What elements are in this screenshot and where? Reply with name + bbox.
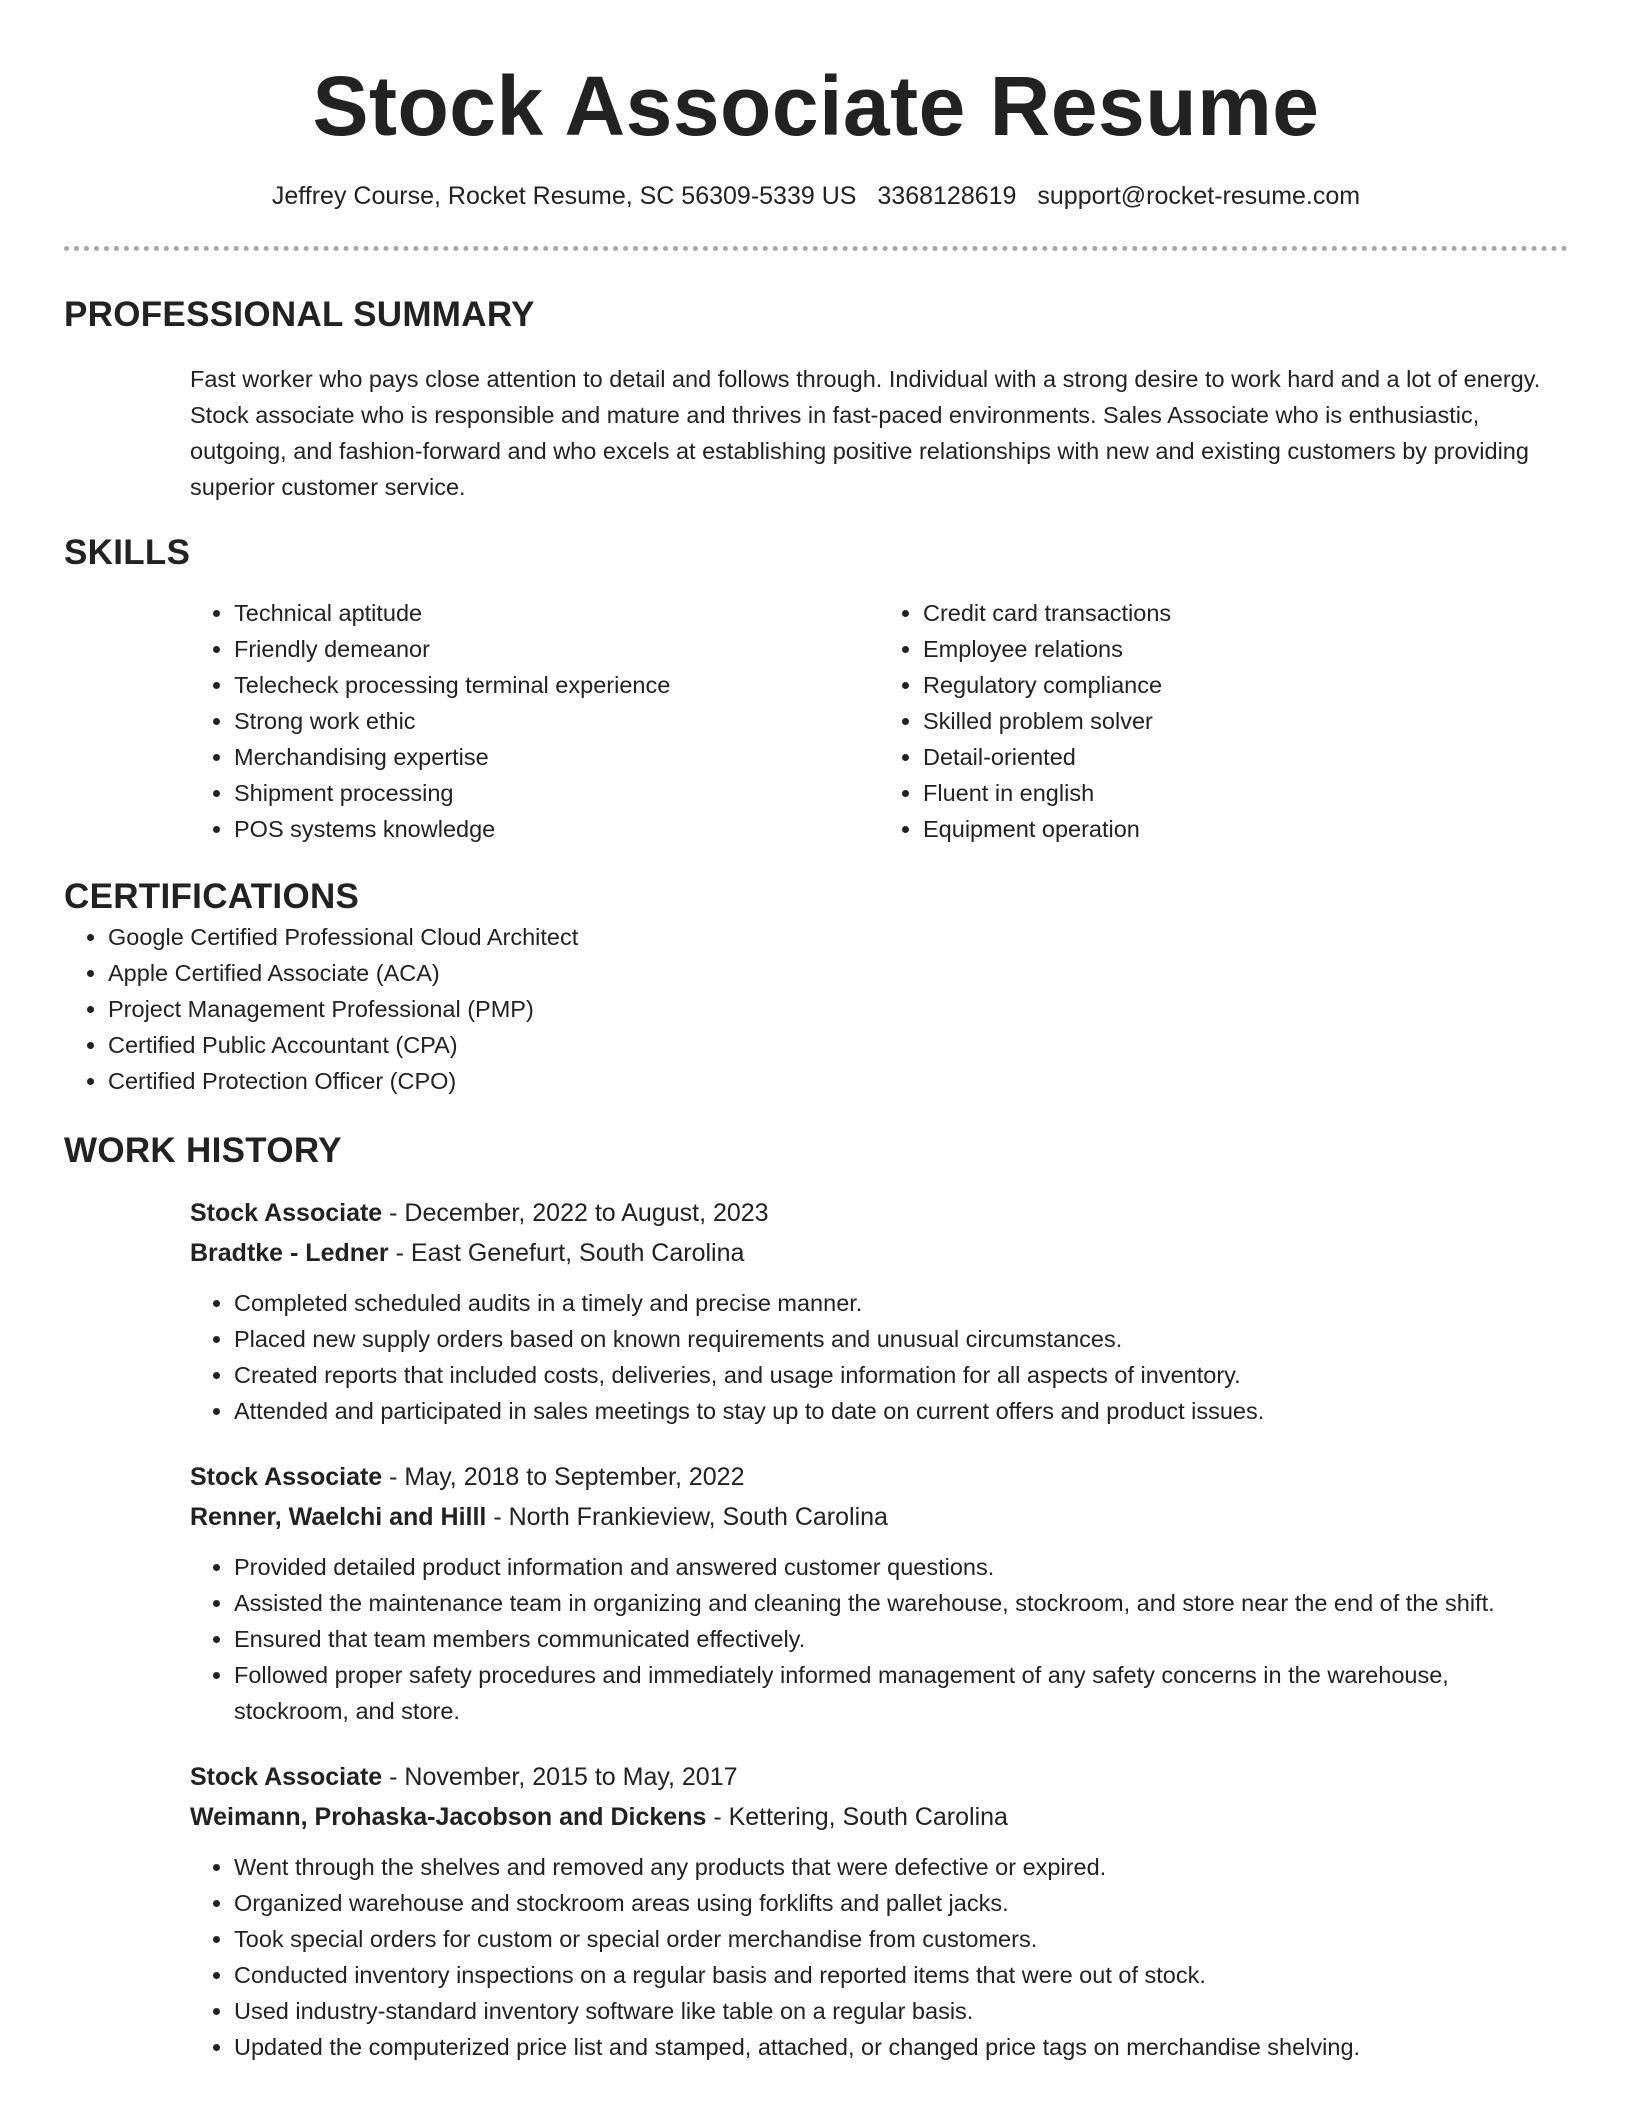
job-duty: • Took special orders for custom or special order merchandise from customers. <box>234 1921 1568 1957</box>
skill-item: • Regulatory compliance <box>923 667 1568 703</box>
summary-text: Fast worker who pays close attention to detail and follows through. Individual with a strong desire to work hard and a lot of energy. Stock associate who is responsible and mature and thrives in fast-paced environments. Sales Associate who is enthusiastic, outgoing, and fashion-forward and who excels at establishing positive relationships with new and existing customers by providing superior customer service. <box>190 366 1541 500</box>
skill-item: • Merchandising expertise <box>234 739 879 775</box>
job-company-line <box>190 1797 1568 1837</box>
job-duty: • Assisted the maintenance team in organizing and cleaning the warehouse, stockroom, and store near the end of the shift. <box>234 1585 1568 1621</box>
skill-item: • Technical aptitude <box>234 595 879 631</box>
job-duty: • Completed scheduled audits in a timely and precise manner. <box>234 1285 1568 1321</box>
job-location: - Kettering, South Carolina <box>706 1803 1008 1831</box>
job-title-line <box>190 1757 1568 1797</box>
job-duties-list <box>190 1549 1568 1729</box>
job-company: Weimann, Prohaska-Jacobson and Dickens <box>190 1803 707 1831</box>
certification-item: • Apple Certified Associate (ACA) <box>108 955 1568 991</box>
job-duty: • Conducted inventory inspections on a regular basis and reported items that were out of stock. <box>234 1957 1568 1993</box>
contact-line <box>64 180 1568 212</box>
job-duty: • Ensured that team members communicated effectively. <box>234 1621 1568 1657</box>
job-entry <box>190 1193 1568 1429</box>
job-dates: - November, 2015 to May, 2017 <box>382 1763 738 1791</box>
job-company: Renner, Waelchi and Hilll <box>190 1503 487 1531</box>
skills-list-left <box>190 595 879 847</box>
contact-phone: 3368128619 <box>877 182 1017 210</box>
skill-item: • Fluent in english <box>923 775 1568 811</box>
job-duty: • Created reports that included costs, deliveries, and usage information for all aspects of inventory. <box>234 1357 1568 1393</box>
job-duty: • Placed new supply orders based on known requirements and unusual circumstances. <box>234 1321 1568 1357</box>
skill-item: • Telecheck processing terminal experience <box>234 667 879 703</box>
job-title-line <box>190 1457 1568 1497</box>
certification-item: • Certified Protection Officer (CPO) <box>108 1063 1568 1099</box>
skill-item: • Skilled problem solver <box>923 703 1568 739</box>
job-company-line <box>190 1233 1568 1273</box>
certification-item: • Google Certified Professional Cloud Architect <box>108 919 1568 955</box>
job-entry <box>190 1457 1568 1729</box>
skill-item: • Friendly demeanor <box>234 631 879 667</box>
skills-heading: SKILLS <box>64 533 191 572</box>
job-duty: • Organized warehouse and stockroom areas using forklifts and pallet jacks. <box>234 1885 1568 1921</box>
job-title: Stock Associate <box>190 1463 383 1491</box>
job-duties-list <box>190 1285 1568 1429</box>
job-title-line <box>190 1193 1568 1233</box>
job-duty: • Used industry-standard inventory software like table on a regular basis. <box>234 1993 1568 2029</box>
certification-item: • Project Management Professional (PMP) <box>108 991 1568 1027</box>
certifications-heading: CERTIFICATIONS <box>64 877 360 916</box>
header-divider <box>64 246 1568 251</box>
job-duty: • Followed proper safety procedures and immediately informed management of any safety concerns in the warehouse, stockroom, and store. <box>234 1657 1568 1729</box>
skill-item: • Strong work ethic <box>234 703 879 739</box>
job-duty: • Provided detailed product information and answered customer questions. <box>234 1549 1568 1585</box>
job-duty: • Attended and participated in sales meetings to stay up to date on current offers and product issues. <box>234 1393 1568 1429</box>
contact-address: Jeffrey Course, Rocket Resume, SC 56309-5339 US <box>271 182 857 210</box>
skill-item: • Equipment operation <box>923 811 1568 847</box>
job-duty: • Went through the shelves and removed any products that were defective or expired. <box>234 1849 1568 1885</box>
job-duties-list <box>190 1849 1568 2065</box>
skill-item: • POS systems knowledge <box>234 811 879 847</box>
job-title: Stock Associate <box>190 1199 383 1227</box>
contact-email: support@rocket-resume.com <box>1037 182 1361 210</box>
skill-item: • Employee relations <box>923 631 1568 667</box>
skills-list-right <box>879 595 1568 847</box>
resume-title: Stock Associate Resume <box>312 59 1320 153</box>
job-entry <box>190 1757 1568 2065</box>
job-dates: - December, 2022 to August, 2023 <box>382 1199 769 1227</box>
skill-item: • Detail-oriented <box>923 739 1568 775</box>
job-duty: • Updated the computerized price list and stamped, attached, or changed price tags on merchandise shelving. <box>234 2029 1568 2065</box>
skill-item: • Credit card transactions <box>923 595 1568 631</box>
job-title: Stock Associate <box>190 1763 383 1791</box>
summary-heading: PROFESSIONAL SUMMARY <box>64 295 535 334</box>
skills-columns <box>190 595 1568 847</box>
job-location: - East Genefurt, South Carolina <box>388 1239 745 1267</box>
certifications-list <box>64 919 1568 1099</box>
work-history-heading: WORK HISTORY <box>64 1131 342 1170</box>
job-location: - North Frankieview, South Carolina <box>486 1503 888 1531</box>
job-company: Bradtke - Ledner <box>190 1239 389 1267</box>
job-dates: - May, 2018 to September, 2022 <box>382 1463 745 1491</box>
skill-item: • Shipment processing <box>234 775 879 811</box>
certification-item: • Certified Public Accountant (CPA) <box>108 1027 1568 1063</box>
job-company-line <box>190 1497 1568 1537</box>
